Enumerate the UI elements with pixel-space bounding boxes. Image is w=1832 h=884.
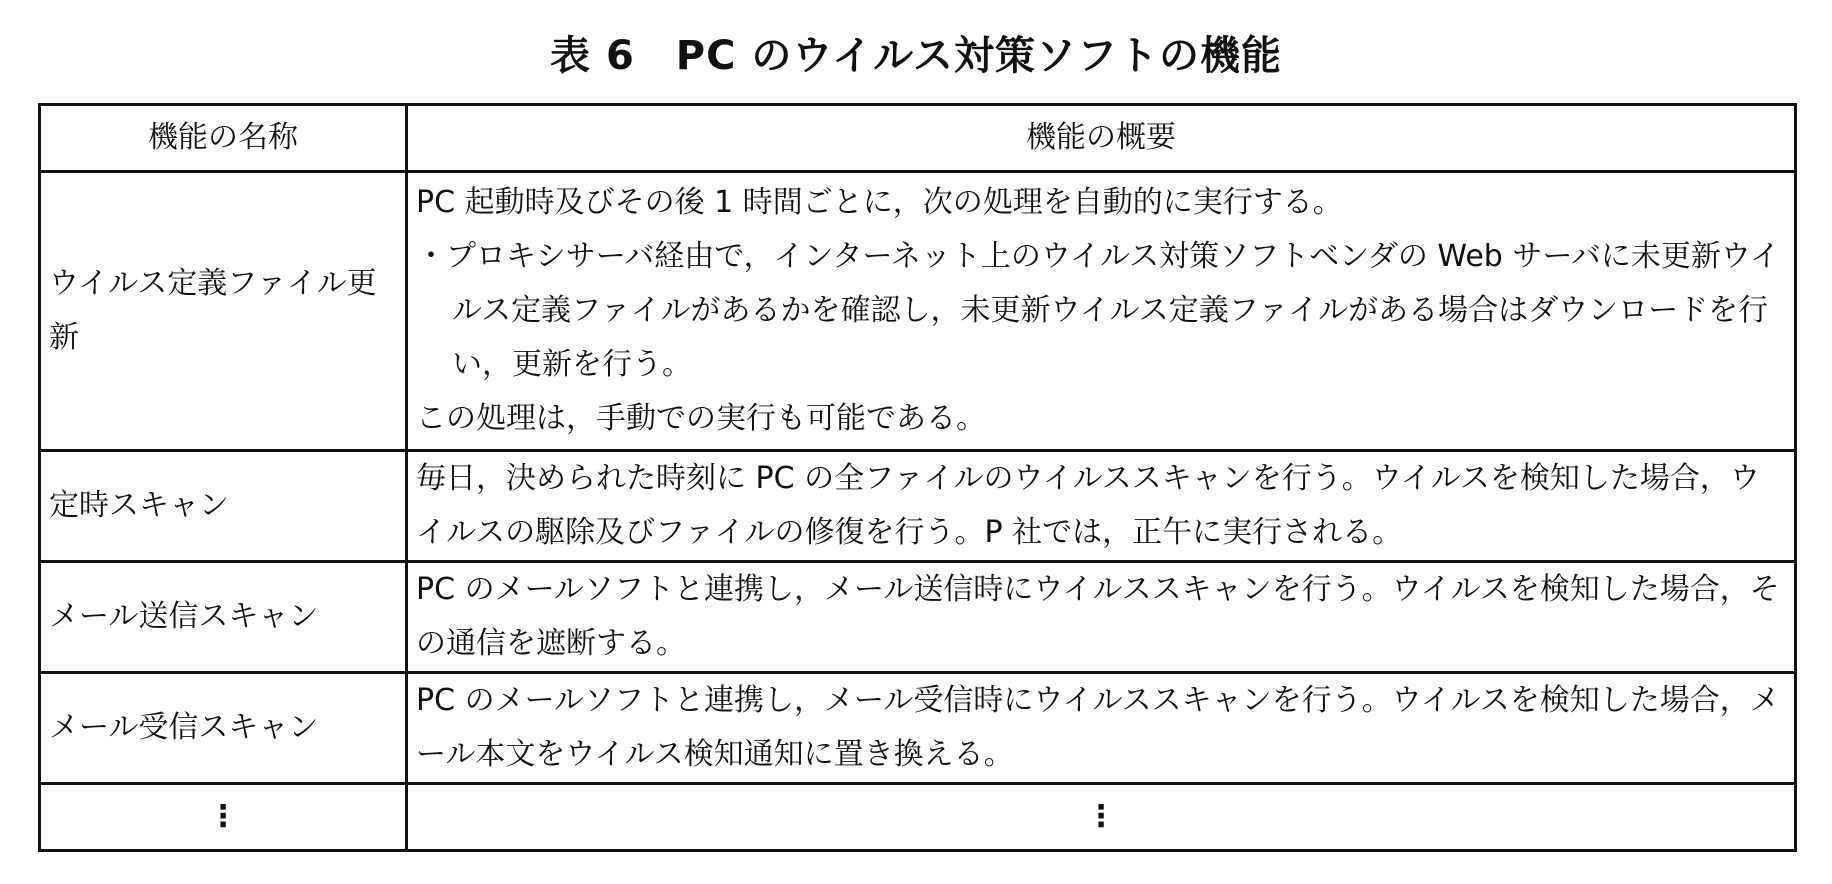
vertical-ellipsis: ⋮ — [208, 799, 238, 834]
ellipsis-cell — [407, 784, 1796, 851]
ellipsis-cell — [40, 784, 407, 851]
header-function-name: 機能の名称 — [40, 105, 407, 172]
function-name-cell: ウイルス定義ファイル更新 — [40, 172, 407, 451]
function-name-cell: メール受信スキャン — [40, 673, 407, 784]
summary-line: PC のメールソフトと連携し，メール受信時にウイルススキャンを行う。ウイルスを検知した場合，メール本文をウイルス検知通知に置き換える。 — [416, 683, 1780, 772]
summary-line: PC のメールソフトと連携し，メール送信時にウイルススキャンを行う。ウイルスを検知した場合，その通信を遮断する。 — [416, 572, 1780, 661]
summary-line: 毎日，決められた時刻に PC の全ファイルのウイルススキャンを行う。ウイルスを検知した場合，ウイルスの駆除及びファイルの修復を行う。P 社では，正午に実行される。 — [416, 461, 1760, 550]
function-summary-cell — [407, 451, 1796, 562]
function-summary-cell — [407, 172, 1796, 451]
table-title: 表 6 PC のウイルス対策ソフトの機能 — [550, 33, 1282, 79]
table-row — [40, 451, 1796, 562]
summary-line: この処理は，手動での実行も可能である。 — [416, 401, 986, 436]
table-row — [40, 172, 1796, 451]
function-name-cell: 定時スキャン — [40, 451, 407, 562]
summary-bullet: ・プロキシサーバ経由で，インターネット上のウイルス対策ソフトベンダの Web サーバに未更新ウイルス定義ファイルがあるかを確認し，未更新ウイルス定義ファイルがある場合はダウンロードを行い，更新を行う。 — [416, 239, 1780, 382]
table-row — [40, 562, 1796, 673]
function-summary-cell — [407, 562, 1796, 673]
function-name-cell: メール送信スキャン — [40, 562, 407, 673]
vertical-ellipsis: ⋮ — [1086, 799, 1116, 834]
features-table — [38, 103, 1797, 852]
header-function-summary: 機能の概要 — [407, 105, 1796, 172]
function-summary-cell — [407, 673, 1796, 784]
ellipsis-row — [40, 784, 1796, 851]
table-row — [40, 673, 1796, 784]
header-row — [40, 105, 1796, 172]
summary-line: PC 起動時及びその後 1 時間ごとに，次の処理を自動的に実行する。 — [416, 185, 1343, 220]
